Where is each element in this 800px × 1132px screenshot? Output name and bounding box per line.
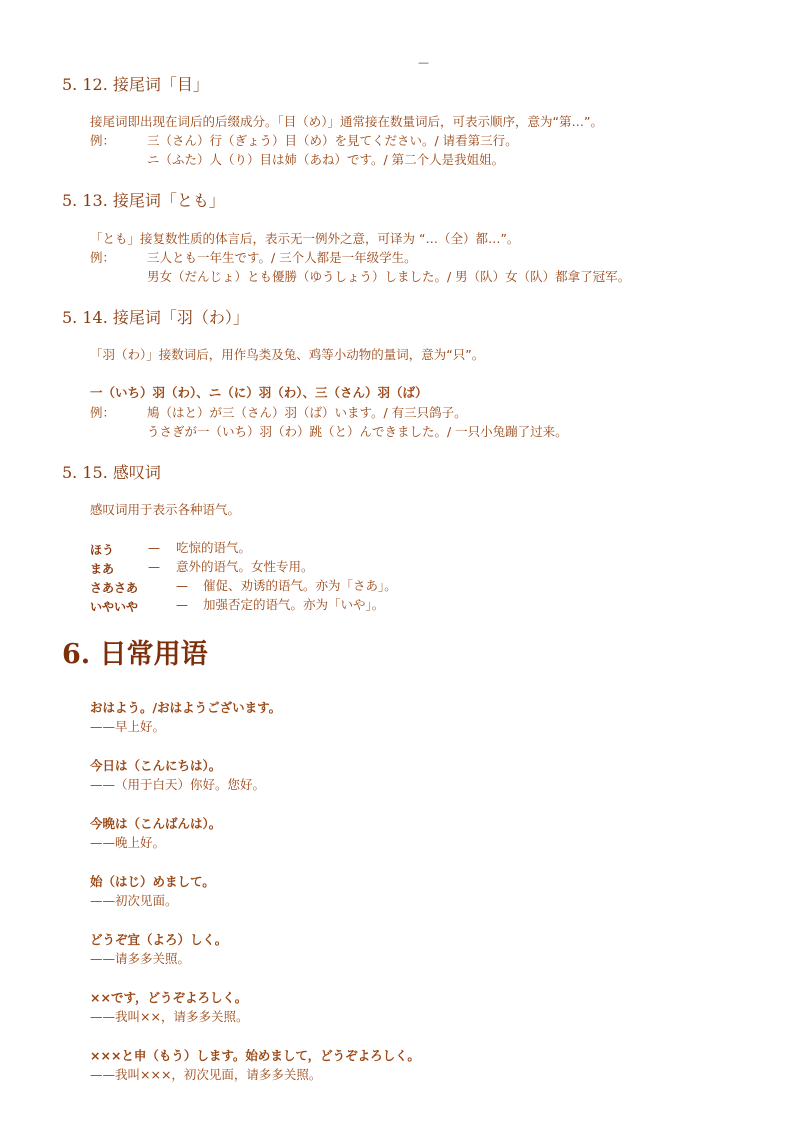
phrase-cn: ——晚上好。 bbox=[90, 835, 166, 850]
example-line: うさぎが一（いち）羽（わ）跳（と）んできました。/ 一只小兔蹦了过来。 bbox=[147, 424, 568, 439]
example-label: 例： bbox=[90, 133, 116, 148]
phrase-jp: おはよう。/おはようございます。 bbox=[90, 700, 282, 715]
dash: — bbox=[176, 598, 188, 612]
section-title-5-12: 5. 12. 接尾词「目」 bbox=[62, 75, 209, 94]
section-title-5-13: 5. 13. 接尾词「とも」 bbox=[62, 191, 225, 210]
interjection-meaning: 吃惊的语气。 bbox=[176, 540, 252, 555]
phrase-cn: ——早上好。 bbox=[90, 719, 166, 734]
example-line: 鳩（はと）が三（さん）羽（ば）います。/ 有三只鸽子。 bbox=[147, 405, 467, 420]
section-desc-5-15: 感叹词用于表示各种语气。 bbox=[90, 502, 241, 517]
example-label: 例： bbox=[90, 250, 116, 265]
dash: — bbox=[148, 541, 160, 555]
interjection-word: さあさあ bbox=[90, 581, 139, 595]
chapter-title: 6. 日常用语 bbox=[62, 639, 208, 670]
dash: — bbox=[176, 579, 188, 593]
dash: — bbox=[148, 560, 160, 574]
phrase-jp: 今晩は（こんばんは）。 bbox=[90, 816, 222, 831]
phrase-jp: ××です，どうぞよろしく。 bbox=[90, 990, 248, 1005]
interjection-meaning: 加强否定的语气。亦为「いや」。 bbox=[203, 597, 385, 612]
interjection-meaning: 催促、劝诱的语气。亦为「さあ」。 bbox=[203, 578, 397, 593]
phrase-jp: 始（はじ）めまして。 bbox=[90, 874, 215, 889]
counter-examples: 一（いち）羽（わ）、ニ（に）羽（わ）、三（さん）羽（ば） bbox=[90, 385, 428, 400]
phrase-cn: ——（用于白天）你好。您好。 bbox=[90, 777, 266, 792]
section-desc-5-12: 接尾词即出现在词后的后缀成分。「目（め）」通常接在数量词后，可表示顺序，意为“第…”。 bbox=[90, 114, 603, 129]
phrase-jp: 今日は（こんにちは）。 bbox=[90, 758, 222, 773]
section-desc-5-13: 「とも」接复数性质的体言后，表示无一例外之意，可译为 “…（全）都…”。 bbox=[90, 231, 520, 246]
interjection-word: ほう bbox=[90, 543, 115, 557]
example-line: 男女（だんじょ）とも優勝（ゆうしょう）しました。/ 男（队）女（队）都拿了冠军。 bbox=[147, 269, 631, 284]
interjection-meaning: 意外的语气。女性专用。 bbox=[176, 559, 314, 574]
example-line: 三人とも一年生です。/ 三个人都是一年级学生。 bbox=[147, 250, 417, 265]
example-line: 三（さん）行（ぎょう）目（め）を見てください。/ 请看第三行。 bbox=[147, 133, 518, 148]
phrase-jp: どうぞ宜（よろ）しく。 bbox=[90, 932, 228, 947]
section-title-5-14: 5. 14. 接尾词「羽（わ）」 bbox=[62, 308, 249, 327]
example-label: 例： bbox=[90, 405, 116, 420]
phrase-cn: ——我叫×××，初次见面，请多多关照。 bbox=[90, 1067, 322, 1082]
page-mark: — bbox=[418, 56, 429, 69]
phrase-jp: ×××と申（もう）します。始めまして，どうぞよろしく。 bbox=[90, 1048, 420, 1063]
phrase-cn: ——初次见面。 bbox=[90, 893, 178, 908]
phrase-cn: ——请多多关照。 bbox=[90, 951, 191, 966]
section-title-5-15: 5. 15. 感叹词 bbox=[62, 463, 161, 482]
interjection-word: まあ bbox=[90, 562, 115, 576]
interjection-word: いやいや bbox=[90, 600, 139, 614]
section-desc-5-14: 「羽（わ）」接数词后，用作鸟类及兔、鸡等小动物的量词，意为“只”。 bbox=[90, 347, 485, 362]
example-line: ニ（ふた）人（り）目は姉（あね）です。/ 第二个人是我姐姐。 bbox=[147, 152, 505, 167]
phrase-cn: ——我叫××，请多多关照。 bbox=[90, 1009, 249, 1024]
